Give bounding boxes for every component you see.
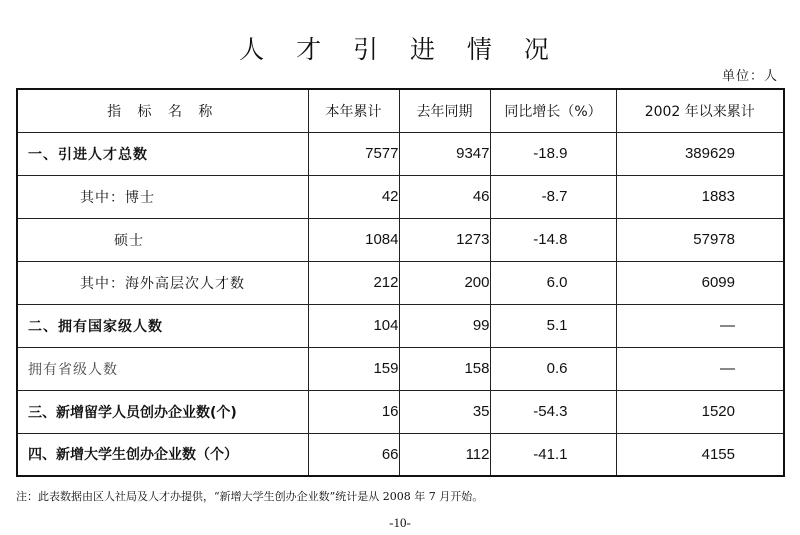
table-row — [17, 347, 784, 390]
cell-last-year: 99 — [399, 304, 490, 347]
row-label: 硕士 — [17, 218, 308, 261]
row-label: 其中：博士 — [17, 175, 308, 218]
cell-since-2002: 1520 — [616, 390, 784, 433]
header-last-year: 去年同期 — [399, 89, 490, 132]
table-row — [17, 304, 784, 347]
cell-since-2002: — — [616, 347, 784, 390]
cell-last-year: 35 — [399, 390, 490, 433]
cell-yoy-growth: -8.7 — [490, 175, 616, 218]
cell-since-2002: 389629 — [616, 132, 784, 175]
cell-year-total: 42 — [308, 175, 399, 218]
footnote: 注：此表数据由区人社局及人才办提供，“新增大学生创办企业数”统计是从 2008 年 7 月开始。 — [16, 490, 484, 503]
row-label: 二、拥有国家级人数 — [17, 304, 308, 347]
header-year-total: 本年累计 — [308, 89, 399, 132]
talent-table — [16, 88, 785, 477]
row-label: 其中：海外高层次人才数 — [17, 261, 308, 304]
cell-year-total: 66 — [308, 433, 399, 476]
cell-since-2002: 1883 — [616, 175, 784, 218]
cell-yoy-growth: -41.1 — [490, 433, 616, 476]
header-since-2002: 2002 年以来累计 — [616, 89, 784, 132]
cell-yoy-growth: 6.0 — [490, 261, 616, 304]
cell-year-total: 104 — [308, 304, 399, 347]
table-row — [17, 175, 784, 218]
cell-last-year: 1273 — [399, 218, 490, 261]
row-label: 三、新增留学人员创办企业数(个) — [17, 390, 308, 433]
row-label: 一、引进人才总数 — [17, 132, 308, 175]
cell-since-2002: — — [616, 304, 784, 347]
cell-year-total: 1084 — [308, 218, 399, 261]
page-title: 人 才 引 进 情 况 — [239, 35, 561, 64]
row-label: 拥有省级人数 — [17, 347, 308, 390]
table-row — [17, 261, 784, 304]
page-number: -10- — [389, 515, 411, 530]
cell-last-year: 200 — [399, 261, 490, 304]
table-row — [17, 390, 784, 433]
table-header-row — [17, 89, 784, 132]
cell-last-year: 112 — [399, 433, 490, 476]
cell-since-2002: 4155 — [616, 433, 784, 476]
cell-yoy-growth: -14.8 — [490, 218, 616, 261]
row-label: 四、新增大学生创办企业数（个） — [17, 433, 308, 476]
header-yoy-growth: 同比增长（%） — [490, 89, 616, 132]
cell-yoy-growth: 0.6 — [490, 347, 616, 390]
header-indicator-name: 指 标 名 称 — [17, 89, 308, 132]
unit-label: 单位：人 — [721, 69, 778, 84]
cell-year-total: 7577 — [308, 132, 399, 175]
cell-since-2002: 57978 — [616, 218, 784, 261]
cell-year-total: 159 — [308, 347, 399, 390]
cell-since-2002: 6099 — [616, 261, 784, 304]
cell-year-total: 212 — [308, 261, 399, 304]
table-row — [17, 433, 784, 476]
cell-year-total: 16 — [308, 390, 399, 433]
cell-last-year: 46 — [399, 175, 490, 218]
table-row — [17, 132, 784, 175]
cell-yoy-growth: -18.9 — [490, 132, 616, 175]
table-row — [17, 218, 784, 261]
cell-yoy-growth: 5.1 — [490, 304, 616, 347]
cell-last-year: 9347 — [399, 132, 490, 175]
cell-last-year: 158 — [399, 347, 490, 390]
cell-yoy-growth: -54.3 — [490, 390, 616, 433]
